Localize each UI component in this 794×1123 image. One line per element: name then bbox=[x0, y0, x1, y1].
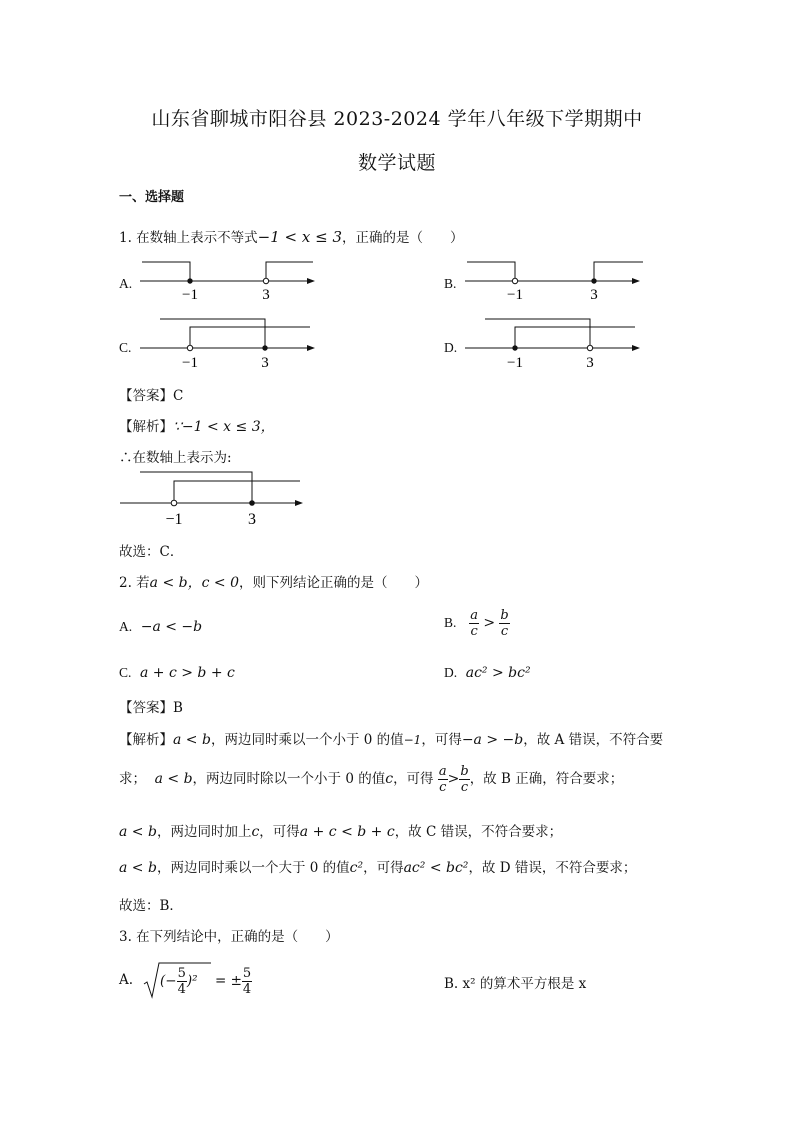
q2-option-b-frac2: $\frac{b}{c}$ bbox=[500, 608, 509, 639]
q3-a-rhs-frac: $\frac{5}{4}$ bbox=[242, 966, 252, 997]
q2-option-b-gt: > bbox=[483, 615, 496, 631]
q2-explain-head: 【解析】 bbox=[119, 732, 173, 748]
q2-e3-m1: a < b bbox=[119, 824, 157, 840]
q1-sol-tick-3: 3 bbox=[248, 511, 256, 528]
q2-e1-t2: ，可得 bbox=[421, 732, 462, 748]
q2-option-a-math: −a < −b bbox=[140, 619, 203, 635]
q2-e3-t1: ，两边同时加上 bbox=[156, 824, 252, 840]
q3-stem: 3. 在下列结论中，正确的是（ ） bbox=[119, 929, 339, 945]
doc-subtitle: 数学试题 bbox=[357, 152, 436, 174]
q1-b-tick-3: 3 bbox=[590, 287, 598, 300]
q1-option-b-label: B. bbox=[444, 276, 457, 291]
q1-answer: 【答案】C bbox=[119, 388, 184, 404]
q2-option-a-label: A. bbox=[119, 619, 133, 634]
q2-option-d bbox=[444, 665, 531, 681]
q2-e1-m1: a < b bbox=[173, 732, 211, 748]
q2-e4-m2: c² bbox=[349, 860, 364, 876]
q2-e1-m2: −1 bbox=[403, 733, 422, 747]
q1-c-tick-3: 3 bbox=[261, 355, 269, 370]
q1-explain-math: ∵−1 < x ≤ 3， bbox=[173, 419, 275, 435]
q1-option-c-numberline bbox=[138, 314, 323, 370]
q2-option-c bbox=[119, 665, 235, 681]
q2-e1-m3: −a > −b bbox=[461, 732, 524, 748]
q1-option-b-numberline bbox=[463, 254, 648, 300]
q1-explain-head: 【解析】 bbox=[119, 419, 173, 435]
q1-a-tick-neg1: −1 bbox=[182, 287, 198, 300]
q3-option-b: B. x² 的算术平方根是 x bbox=[444, 976, 587, 992]
q2-explain-line4 bbox=[119, 856, 636, 876]
q2-option-b-frac1: $\frac{a}{c}$ bbox=[470, 608, 479, 639]
q1-a-tick-3: 3 bbox=[262, 287, 270, 300]
q2-stem bbox=[119, 571, 428, 592]
q1-conclusion: 故选：C． bbox=[119, 544, 184, 560]
q2-option-c-label: C. bbox=[119, 665, 132, 680]
q1-a-point-neg1 bbox=[187, 278, 192, 283]
q2-e2-t1: ，两边同时除以一个小于 0 的值 bbox=[192, 771, 386, 787]
q1-b-point-3 bbox=[591, 278, 596, 283]
q1-option-a-label: A. bbox=[119, 276, 133, 291]
q2-e2-gt: > bbox=[447, 771, 460, 787]
q1-stem-post: ，正确的是（ ） bbox=[342, 230, 464, 246]
q1-d-point-neg1 bbox=[512, 345, 517, 350]
q1-sol-point-3 bbox=[249, 500, 255, 506]
q2-e4-m1: a < b bbox=[119, 860, 157, 876]
q2-e2-t2: ，可得 bbox=[393, 771, 434, 787]
q2-e2-t3: ，故 B 正确，符合要求； bbox=[469, 771, 624, 787]
q2-answer: 【答案】B bbox=[119, 700, 183, 716]
q3-a-eq: = ± bbox=[215, 973, 242, 989]
q1-explain-line2: ∴在数轴上表示为: bbox=[119, 450, 232, 466]
q2-e3-t2: ，可得 bbox=[259, 824, 300, 840]
q2-stem-math: a < b，c < 0 bbox=[149, 575, 239, 591]
q1-option-c-label: C. bbox=[119, 340, 132, 355]
q2-option-d-label: D. bbox=[444, 665, 458, 680]
q2-e3-m3: a + c < b + c bbox=[299, 824, 395, 840]
q2-e2-m1: a < b bbox=[154, 771, 193, 787]
q2-e2-m2: c bbox=[385, 771, 394, 787]
q2-e3-t3: ，故 C 错误，不符合要求； bbox=[394, 824, 563, 840]
q2-option-b-label: B. bbox=[444, 615, 457, 630]
section-heading: 一、选择题 bbox=[119, 190, 185, 205]
q1-option-d-label: D. bbox=[444, 340, 458, 355]
q2-explain-line1 bbox=[119, 728, 663, 748]
q2-conclusion: 故选：B． bbox=[119, 898, 183, 914]
q2-e4-m3: ac² < bc² bbox=[403, 860, 469, 876]
q2-e2-t0: 求； bbox=[119, 771, 146, 787]
q2-option-b bbox=[444, 608, 510, 639]
q1-c-point-3 bbox=[262, 345, 267, 350]
q1-explanation bbox=[119, 415, 275, 436]
q2-e1-t3: ，故 A 错误，不符合要 bbox=[523, 732, 664, 748]
q2-e2-frac1: $\frac{a}{c}$ bbox=[438, 764, 447, 795]
q1-d-tick-neg1: −1 bbox=[507, 355, 523, 370]
q2-e4-t1: ，两边同时乘以一个大于 0 的值 bbox=[156, 860, 350, 876]
q2-stem-post: ，则下列结论正确的是（ ） bbox=[239, 575, 428, 591]
q2-e3-m2: c bbox=[251, 824, 260, 840]
q1-a-point-3 bbox=[263, 278, 268, 283]
q3-a-frac: $\frac{5}{4}$ bbox=[177, 966, 186, 997]
q1-d-tick-3: 3 bbox=[586, 355, 594, 370]
q2-stem-pre: 2. 若 bbox=[119, 575, 150, 591]
q1-sol-point-neg1 bbox=[171, 500, 177, 506]
q3-option-a-label: A. bbox=[119, 972, 134, 988]
q2-explain-line2 bbox=[119, 764, 623, 795]
q1-inequality: −1 < x ≤ 3 bbox=[257, 228, 342, 246]
q1-b-point-neg1 bbox=[512, 278, 517, 283]
q1-stem bbox=[119, 226, 464, 246]
q1-option-a-numberline bbox=[138, 254, 323, 300]
q1-c-tick-neg1: −1 bbox=[182, 355, 198, 370]
doc-title: 山东省聊城市阳谷县 2023-2024 学年八年级下学期期中 bbox=[151, 108, 643, 130]
q3-a-open: (− bbox=[160, 973, 177, 989]
q1-b-tick-neg1: −1 bbox=[507, 287, 523, 300]
q2-e2-frac2: $\frac{b}{c}$ bbox=[460, 764, 469, 795]
q2-option-c-math: a + c > b + c bbox=[139, 665, 235, 681]
q1-solution-numberline bbox=[118, 467, 308, 529]
q1-d-point-3 bbox=[587, 345, 592, 350]
q2-explain-line3 bbox=[119, 820, 562, 840]
q2-option-d-math: ac² > bc² bbox=[465, 665, 531, 681]
q2-e4-t2: ，可得 bbox=[363, 860, 404, 876]
q1-c-point-neg1 bbox=[187, 345, 192, 350]
q1-stem-pre: 1. 在数轴上表示不等式 bbox=[119, 230, 258, 246]
q1-option-d-numberline bbox=[463, 314, 648, 370]
q3-a-close: )² bbox=[186, 973, 198, 989]
q1-sol-tick-neg1: −1 bbox=[165, 511, 183, 528]
q2-option-a bbox=[119, 619, 202, 635]
q2-e1-t1: ，两边同时乘以一个小于 0 的值 bbox=[210, 732, 404, 748]
q2-e4-t3: ，故 D 错误，不符合要求； bbox=[468, 860, 637, 876]
